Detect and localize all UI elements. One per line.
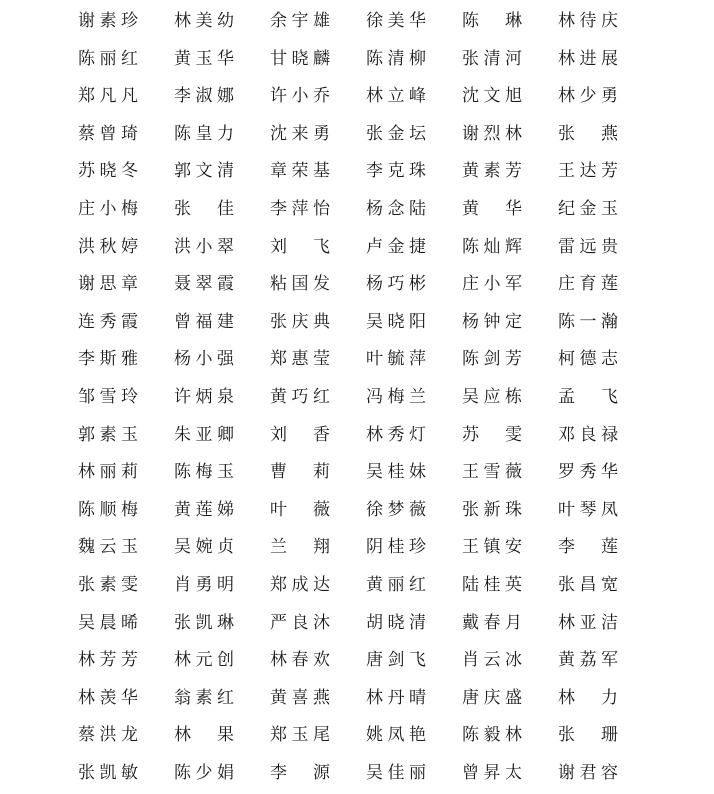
- name-cell: 邓 良 禄: [558, 424, 618, 445]
- name-cell: 苏 雯: [462, 424, 522, 445]
- name-row: [0, 345, 714, 373]
- name-cell: 曹 莉: [270, 462, 330, 483]
- name-cell: 陆 桂 英: [462, 575, 522, 595]
- name-cell: 冯 梅 兰: [366, 387, 426, 407]
- name-cell: 翁 素 红: [174, 687, 234, 708]
- name-cell: 林 立 峰: [366, 86, 426, 107]
- name-cell: 粘 国 发: [270, 274, 330, 295]
- name-cell: 黄 华: [462, 199, 522, 219]
- name-cell: 林 丹 晴: [366, 687, 426, 708]
- name-cell: 王 达 芳: [558, 161, 618, 182]
- name-cell: 肖 勇 明: [174, 575, 234, 595]
- name-row: [0, 458, 714, 486]
- name-cell: 郭 素 玉: [78, 424, 138, 445]
- name-cell: 林 美 幼: [174, 11, 234, 31]
- name-cell: 阴 桂 珍: [366, 537, 426, 558]
- name-cell: 吴 桂 妹: [366, 462, 426, 483]
- name-cell: 蔡 曾 琦: [78, 123, 138, 144]
- name-row: [0, 759, 714, 787]
- name-cell: 吴 应 栋: [462, 387, 522, 407]
- name-cell: 徐 梦 薇: [366, 499, 426, 520]
- name-cell: 刘 香: [270, 424, 330, 445]
- name-cell: 曾 福 建: [174, 311, 234, 332]
- name-cell: 林 芳 芳: [78, 650, 138, 671]
- name-cell: 许 小 乔: [270, 86, 330, 107]
- name-cell: 蔡 洪 龙: [78, 725, 138, 746]
- name-cell: 吴 晨 晞: [78, 612, 138, 633]
- name-cell: 柯 德 志: [558, 349, 618, 370]
- name-cell: 甘 晓 麟: [270, 48, 330, 69]
- name-cell: 陈 丽 红: [78, 48, 138, 69]
- name-row: [0, 157, 714, 185]
- name-cell: 章 荣 基: [270, 161, 330, 182]
- name-cell: 林 少 勇: [558, 86, 618, 107]
- name-row: [0, 721, 714, 749]
- name-cell: 许 炳 泉: [174, 387, 234, 407]
- name-cell: 张 佳: [174, 199, 234, 219]
- name-row: [0, 45, 714, 73]
- name-cell: 张 昌 宽: [558, 575, 618, 595]
- name-row: [0, 496, 714, 524]
- name-cell: 沈 文 旭: [462, 86, 522, 107]
- name-cell: 罗 秀 华: [558, 462, 618, 483]
- name-cell: 李 斯 雅: [78, 349, 138, 370]
- name-cell: 张 凯 敏: [78, 763, 138, 783]
- name-row: [0, 646, 714, 674]
- name-cell: 叶 薇: [270, 499, 330, 520]
- name-cell: 林 亚 洁: [558, 612, 618, 633]
- name-cell: 张 庆 典: [270, 311, 330, 332]
- name-cell: 林 待 庆: [558, 11, 618, 31]
- name-cell: 纪 金 玉: [558, 199, 618, 219]
- name-cell: 张 燕: [558, 123, 618, 144]
- name-cell: 吴 佳 丽: [366, 763, 426, 783]
- name-cell: 陈 毅 林: [462, 725, 522, 746]
- name-cell: 杨 念 陆: [366, 199, 426, 219]
- name-cell: 曾 昇 太: [462, 763, 522, 783]
- name-cell: 卢 金 捷: [366, 236, 426, 257]
- name-cell: 徐 美 华: [366, 11, 426, 31]
- name-cell: 王 雪 薇: [462, 462, 522, 483]
- name-cell: 郑 玉 尾: [270, 725, 330, 746]
- name-cell: 陈 一 瀚: [558, 311, 618, 332]
- name-cell: 李 源: [270, 763, 330, 783]
- name-cell: 张 素 雯: [78, 575, 138, 595]
- name-cell: 陈 少 娟: [174, 763, 234, 783]
- name-cell: 唐 庆 盛: [462, 687, 522, 708]
- name-cell: 洪 秋 婷: [78, 236, 138, 257]
- name-row: [0, 684, 714, 712]
- name-cell: 王 镇 安: [462, 537, 522, 558]
- name-cell: 林 力: [558, 687, 618, 708]
- name-cell: 叶 毓 萍: [366, 349, 426, 370]
- name-cell: 聂 翠 霞: [174, 274, 234, 295]
- name-cell: 肖 云 冰: [462, 650, 522, 671]
- name-cell: 洪 小 翠: [174, 236, 234, 257]
- name-row: [0, 7, 714, 35]
- name-cell: 苏 晓 冬: [78, 161, 138, 182]
- name-row: [0, 421, 714, 449]
- name-cell: 陈 琳: [462, 11, 522, 31]
- name-cell: 胡 晓 清: [366, 612, 426, 633]
- name-cell: 庄 小 军: [462, 274, 522, 295]
- name-cell: 陈 灿 辉: [462, 236, 522, 257]
- name-cell: 黄 丽 红: [366, 575, 426, 595]
- name-cell: 林 进 展: [558, 48, 618, 69]
- name-cell: 杨 巧 彬: [366, 274, 426, 295]
- name-cell: 张 新 珠: [462, 499, 522, 520]
- name-cell: 谢 思 章: [78, 274, 138, 295]
- name-row: [0, 571, 714, 599]
- name-cell: 陈 皇 力: [174, 123, 234, 144]
- name-cell: 吴 婉 贞: [174, 537, 234, 558]
- name-cell: 张 珊: [558, 725, 618, 746]
- name-cell: 黄 玉 华: [174, 48, 234, 69]
- name-cell: 郭 文 清: [174, 161, 234, 182]
- name-cell: 魏 云 玉: [78, 537, 138, 558]
- name-cell: 林 丽 莉: [78, 462, 138, 483]
- name-row: [0, 82, 714, 110]
- name-cell: 庄 育 莲: [558, 274, 618, 295]
- name-cell: 郑 凡 凡: [78, 86, 138, 107]
- name-cell: 朱 亚 卿: [174, 424, 234, 445]
- name-row: [0, 233, 714, 261]
- name-cell: 沈 来 勇: [270, 123, 330, 144]
- name-row: [0, 195, 714, 223]
- name-cell: 李 克 珠: [366, 161, 426, 182]
- name-cell: 叶 琴 凤: [558, 499, 618, 520]
- name-cell: 唐 剑 飞: [366, 650, 426, 671]
- name-cell: 郑 成 达: [270, 575, 330, 595]
- name-cell: 刘 飞: [270, 236, 330, 257]
- name-cell: 连 秀 霞: [78, 311, 138, 332]
- name-cell: 姚 凤 艳: [366, 725, 426, 746]
- name-cell: 林 秀 灯: [366, 424, 426, 445]
- name-cell: 吴 晓 阳: [366, 311, 426, 332]
- name-cell: 谢 君 容: [558, 763, 618, 783]
- name-cell: 余 宇 雄: [270, 11, 330, 31]
- name-cell: 李 淑 娜: [174, 86, 234, 107]
- name-cell: 雷 远 贵: [558, 236, 618, 257]
- name-row: [0, 383, 714, 411]
- name-cell: 张 金 坛: [366, 123, 426, 144]
- name-cell: 李 萍 怡: [270, 199, 330, 219]
- name-row: [0, 120, 714, 148]
- name-row: [0, 270, 714, 298]
- name-cell: 谢 素 珍: [78, 11, 138, 31]
- name-cell: 黄 素 芳: [462, 161, 522, 182]
- name-cell: 李 莲: [558, 537, 618, 558]
- name-cell: 黄 巧 红: [270, 387, 330, 407]
- name-cell: 黄 莲 娣: [174, 499, 234, 520]
- name-cell: 孟 飞: [558, 387, 618, 407]
- name-row: [0, 308, 714, 336]
- name-cell: 林 元 创: [174, 650, 234, 671]
- name-cell: 郑 惠 莹: [270, 349, 330, 370]
- name-cell: 杨 小 强: [174, 349, 234, 370]
- name-cell: 邹 雪 玲: [78, 387, 138, 407]
- name-cell: 杨 钟 定: [462, 311, 522, 332]
- name-cell: 林 羡 华: [78, 687, 138, 708]
- name-row: [0, 609, 714, 637]
- name-cell: 陈 剑 芳: [462, 349, 522, 370]
- name-cell: 谢 烈 林: [462, 123, 522, 144]
- name-cell: 兰 翔: [270, 537, 330, 558]
- name-cell: 戴 春 月: [462, 612, 522, 633]
- name-cell: 张 清 河: [462, 48, 522, 69]
- name-cell: 林 果: [174, 725, 234, 746]
- name-cell: 林 春 欢: [270, 650, 330, 671]
- name-cell: 庄 小 梅: [78, 199, 138, 219]
- name-cell: 陈 清 柳: [366, 48, 426, 69]
- name-cell: 黄 喜 燕: [270, 687, 330, 708]
- name-row: [0, 533, 714, 561]
- name-cell: 严 良 沐: [270, 612, 330, 633]
- name-cell: 黄 荔 军: [558, 650, 618, 671]
- name-cell: 张 凯 琳: [174, 612, 234, 633]
- name-cell: 陈 梅 玉: [174, 462, 234, 483]
- name-cell: 陈 顺 梅: [78, 499, 138, 520]
